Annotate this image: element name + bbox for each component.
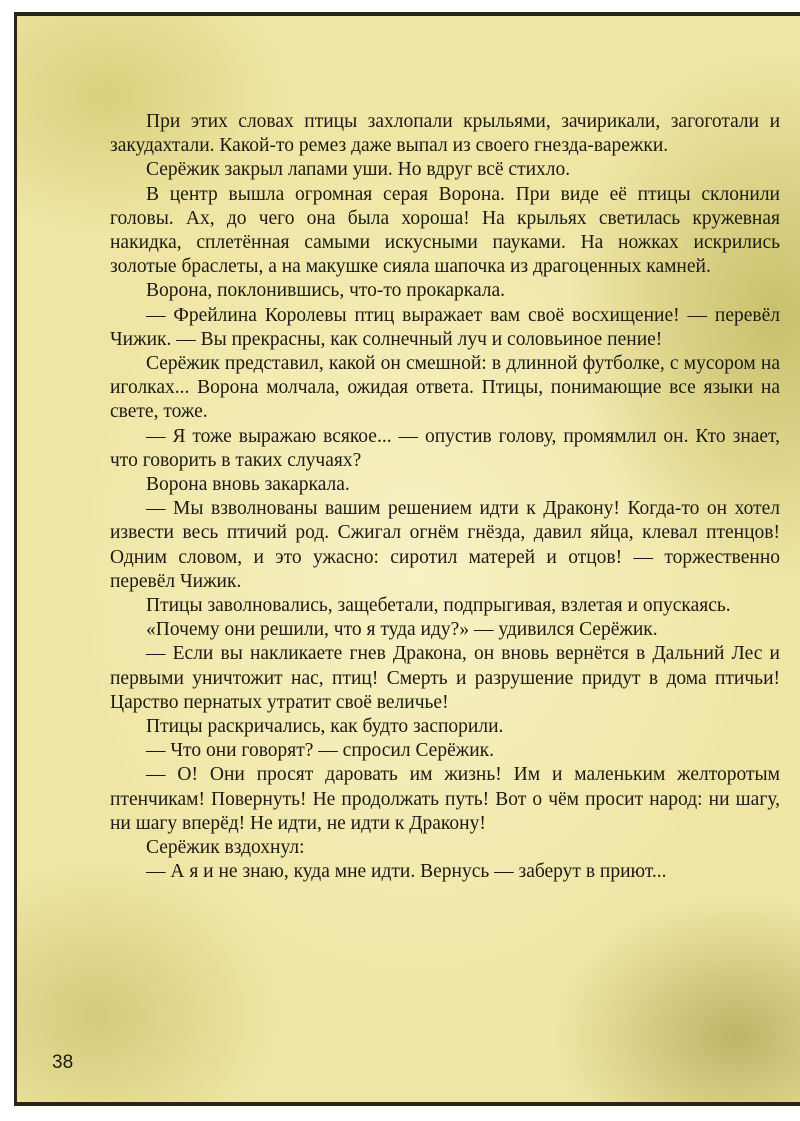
paragraph: При этих словах птицы захлопали крыльями, зачирикали, загоготали и закудахтали. Какой-то ремез даже выпал из своего гнезда-варежки. (110, 111, 780, 157)
paragraph: Ворона, поклонившись, что-то прокаркала. (146, 280, 506, 302)
paragraph: — Мы взволнованы вашим решением идти к Дракону! Когда-то он хотел извести весь птичий род. Сжигал огнём гнёзда, давил яйца, клевал птенцов! Одним словом, и это ужасно: сиротил матерей и отцов! — торжественно перевёл Чижик. (110, 498, 780, 592)
paragraph: Птицы раскричались, как будто заспорили. (146, 716, 504, 738)
page-text (110, 110, 780, 885)
paragraph: — Что они говорят? — спросил Серёжик. (146, 740, 495, 762)
paragraph: Серёжик закрыл лапами уши. Но вдруг всё стихло. (146, 159, 571, 181)
paragraph: «Почему они решили, что я туда иду?» — удивился Серёжик. (146, 619, 658, 641)
paragraph: В центр вышла огромная серая Ворона. При виде её птицы склонили головы. Ах, до чего она была хороша! На крыльях светилась кружевная накидка, сплетённая самыми искусными пауками. На ножках искрились золотые браслеты, а на макушке сияла шапочка из драгоценных камней. (110, 183, 780, 278)
paragraph: — О! Они просят даровать им жизнь! Им и маленьким желторотым птенчикам! Повернуть! Не продолжать путь! Вот о чём просит народ: ни шагу, ни шагу вперёд! Не идти, не идти к Дракону! (110, 764, 780, 834)
paragraph: — Я тоже выражаю всякое... — опустив голову, промямлил он. Кто знает, что говорить в таких случаях? (110, 425, 780, 471)
paragraph: — Если вы накликаете гнев Дракона, он вновь вернётся в Дальний Лес и первыми уничтожит нас, птиц! Смерть и разрушение придут в дома птичьи! Царство пернатых утратит своё величье! (110, 643, 780, 713)
paragraph: — А я и не знаю, куда мне идти. Вернусь — заберут в приют... (146, 861, 667, 883)
paragraph: — Фрейлина Королевы птиц выражает вам своё восхищение! — перевёл Чижик. — Вы прекрасны, как солнечный луч и соловьиное пение! (110, 304, 780, 350)
page-number: 38 (52, 1052, 74, 1073)
paragraph: Серёжик представил, какой он смешной: в длинной футболке, с мусором на иголках... Ворона молчала, ожидая ответа. Птицы, понимающие все языки на свете, тоже. (110, 353, 780, 423)
paragraph: Серёжик вздохнул: (146, 837, 305, 859)
paragraph: Ворона вновь закаркала. (146, 474, 350, 496)
paragraph: Птицы заволновались, защебетали, подпрыгивая, взлетая и опускаясь. (146, 595, 731, 617)
